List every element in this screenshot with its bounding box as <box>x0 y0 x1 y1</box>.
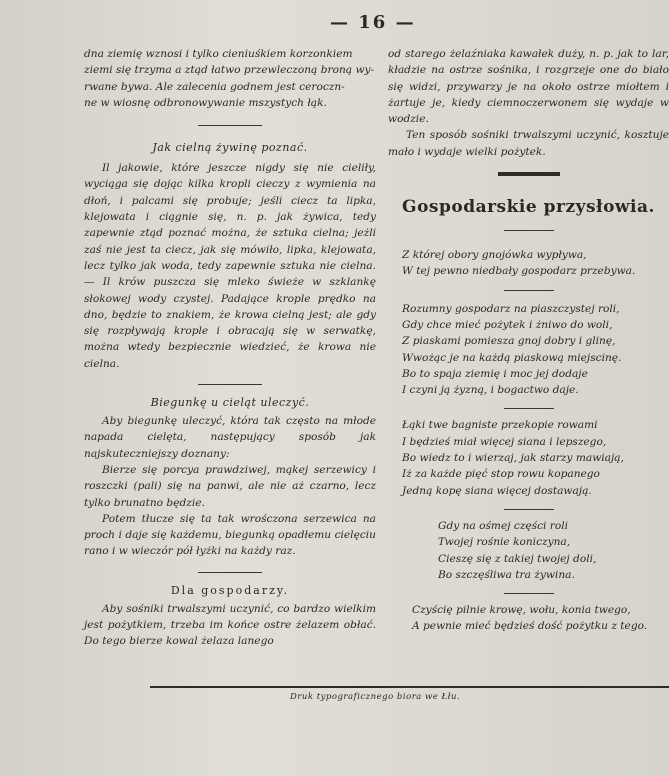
right-column <box>388 46 669 635</box>
title-underline <box>504 230 554 231</box>
verse-line: Bo wiedz to i wierzaj, jak starzy mawiają, <box>402 452 624 465</box>
verse-line: Gdy chce mieć pożytek i żniwo do woli, <box>402 318 613 331</box>
section-body-biegunka: Aby biegunkę uleczyć, która tak często na młode napada cielęta, następujący sposób jak najskuteczniejszy doznany: <box>84 415 376 460</box>
continuation-paragraph: od starego żelaźniaka kawałek duży, n. p. jak to lar, kładzie na ostrze sośnika, i rozgrzeje one do biało się widzi, przywarzy je na około ostrze miołtem i żartuje je, kiedy ciemnoczerwonem się wydaje w wodzie. <box>388 48 669 126</box>
section-divider <box>198 572 262 573</box>
verse-line: W tej pewno niedbały gospodarz przebywa. <box>402 265 636 278</box>
section-divider-thick <box>498 172 560 176</box>
stanza-divider <box>504 509 554 510</box>
intro-line: ziemi się trzyma a ztąd łatwo przewleczoną broną wy- <box>84 64 375 77</box>
section-divider <box>198 384 262 385</box>
proverb-stanza <box>388 301 669 399</box>
section-title-cielna: Jak cielną żywinę poznać. <box>152 141 308 155</box>
page-number: — 16 — <box>330 12 416 33</box>
section-title-gospodarze: Dla gospodarzy. <box>170 583 290 597</box>
section-divider <box>198 125 262 126</box>
verse-line: Iż za każde pięć stop rowu kopanego <box>402 468 600 481</box>
proverb-stanza <box>388 602 669 635</box>
verse-line: Łąki twe bagniste przekopie rowami <box>402 419 598 432</box>
stanza-divider <box>504 290 554 291</box>
verse-line: Z piaskami pomiesza gnoj dobry i glinę, <box>402 335 616 348</box>
printer-imprint: Druk typograficznego biora we Łłu. <box>290 692 461 702</box>
verse-line: Cieszę się z takiej twojej doli, <box>438 552 597 565</box>
section-body-cielna: Il jakowie, które jeszcze nigdy się nie cieliły, wyciąga się dojąc kilka kropli cieczy z wymienia na dłoń, i palcami się probuje; jeśli ciecz ta lipka, klejowata i ciągnie się, n. p. jak żywica, tedy zapewnie ztąd poznać można, że sztuka cielna; jeżli zaś nie jest ta ciecz, jak się mówiło, lipka, klejowata, lecz tylko jak woda, tedy zapewnie sztuka nie cielna. — Il krów puszcza się mleko świeże w szklankę słokowej wody czystej. Padające krople prędko na dno, będzie to znakiem, że krowa cielną jest; ale gdy się rozpływają krople i obracają się w serwatkę, można wtedy bezpiecznie wiedzieć, że krowa nie cielna. <box>84 162 376 370</box>
verse-line: Z której obory gnojówka wypływa, <box>402 249 587 262</box>
verse-line: Rozumny gospodarz na piaszczystej roli, <box>402 302 620 315</box>
proverb-stanza <box>388 518 669 583</box>
verse-line: A pewnie mieć będzieś dość pożytku z tego. <box>412 620 648 633</box>
proverb-stanza <box>388 417 669 498</box>
verse-line: Bo to spaja ziemię i moc jej dodaje <box>402 367 588 380</box>
closing-paragraph: Ten sposób sośniki trwalszymi uczynić, kosztuje mało i wydaje wielki pożytek. <box>388 129 669 158</box>
left-column <box>84 46 376 650</box>
section-body-biegunka: Potem tłucze się ta tak wrośczona serzewica na proch i daje się każdemu, biegunką opadłemu cielęciu rano i w wieczór pół łyżki na każdy raz. <box>84 512 376 558</box>
verse-line: Czyścię pilnie krowę, wołu, konia twego, <box>412 604 631 617</box>
stanza-divider <box>504 593 554 594</box>
proverb-stanza <box>388 247 669 280</box>
intro-line: rwane bywa. Ale zalecenia godnem jest ceroczn- <box>84 80 345 93</box>
intro-paragraph <box>84 46 376 111</box>
footer-rule <box>150 686 669 688</box>
verse-line: Wwożąc je na każdą piaskową miejscinę. <box>402 351 622 364</box>
section-body-biegunka: Bierze się porcya prawdziwej, mąkej serzewicy i roszczki (pali) się na panwi, ale nie aż czarno, lecz tylko brunatno będzie. <box>84 463 376 509</box>
section-body-gospodarze: Aby sośniki trwalszymi uczynić, co bardzo wielkim jest pożytkiem, trzeba im końce ostre żelazem obłać. Do tego bierze kowal żelaza lanego <box>84 602 376 648</box>
intro-line: ne w wiosnę odbronowywanie mszystych łąk. <box>84 96 327 109</box>
section-title-biegunka: Biegunkę u cieląt uleczyć. <box>150 396 310 410</box>
stanza-divider <box>504 408 554 409</box>
proverbs-title: Gospodarskie przysłowia. <box>402 197 655 218</box>
verse-line: Twojej rośnie koniczyna, <box>438 536 571 549</box>
intro-line: dna ziemię wznosi i tylko cieniuśkiem korzonkiem <box>84 48 353 60</box>
verse-line: Bo szczęśliwa tra żywina. <box>438 568 575 581</box>
verse-line: Gdy na ośmej części roli <box>438 519 569 532</box>
verse-line: Jedną kopę siana więcej dostawają. <box>402 484 592 497</box>
verse-line: I będzieś miał więcej siana i lepszego, <box>402 435 607 448</box>
verse-line: I czyni ją żyzną, i bogactwo daje. <box>402 384 579 397</box>
